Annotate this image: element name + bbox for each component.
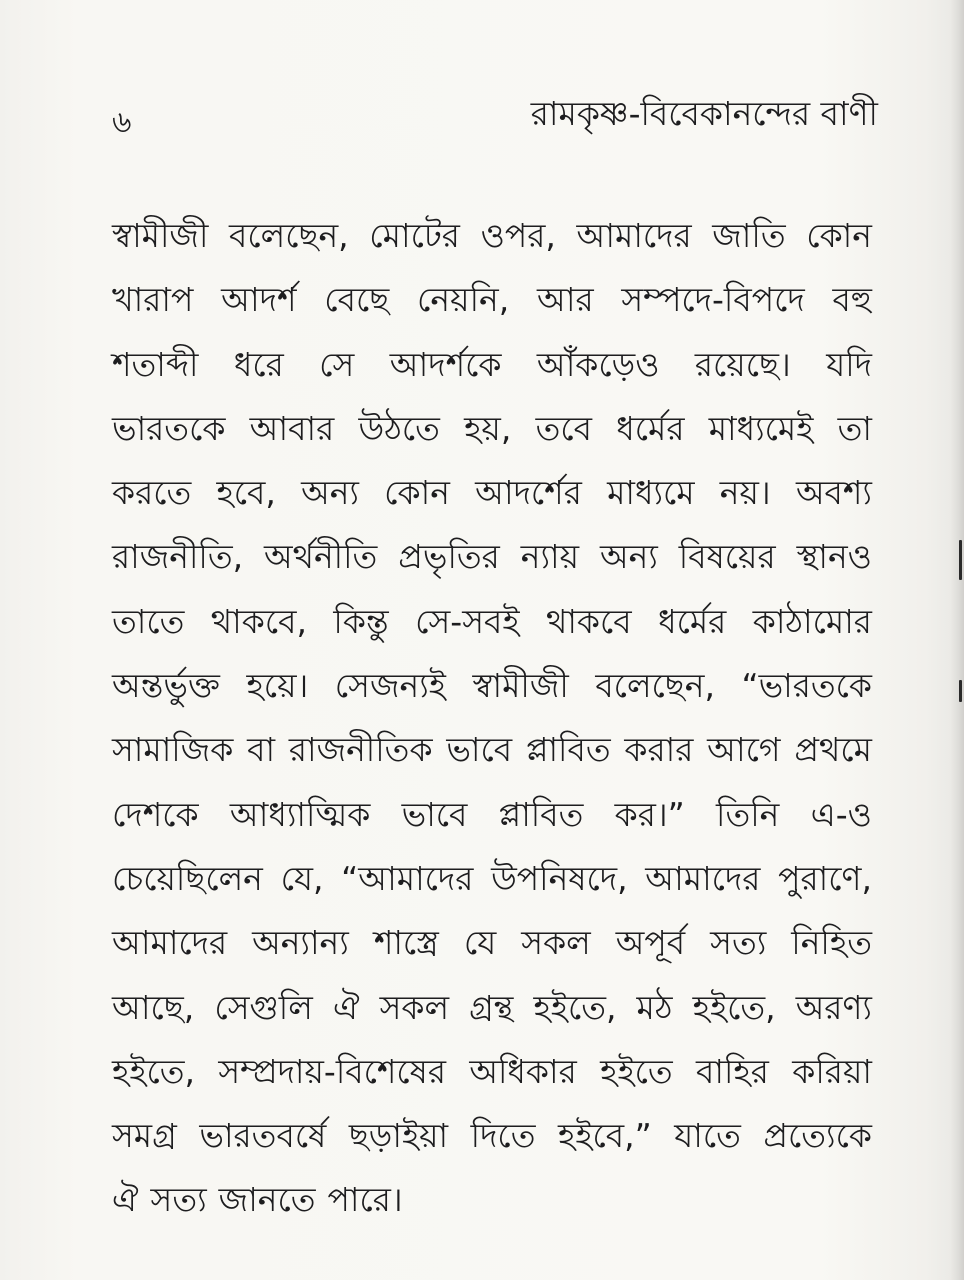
- word: অবশ্য: [795, 473, 872, 513]
- page-number: ৬: [112, 105, 132, 140]
- word: আদর্শের: [475, 473, 582, 513]
- word: সেগুলি: [214, 987, 313, 1027]
- word: ভাবে: [446, 730, 513, 770]
- word: বিষয়ের: [678, 537, 776, 577]
- word: করার: [624, 730, 694, 770]
- word: স্বামীজী: [112, 216, 209, 255]
- text-line: [112, 268, 872, 332]
- word: তা: [837, 408, 872, 448]
- word: সম্প্রদায়-বিশেষের: [218, 1051, 447, 1091]
- word: রাজনীতিক: [288, 730, 433, 770]
- text-line: [112, 1104, 872, 1168]
- word: সে-সবই: [415, 601, 520, 641]
- word: ঐ: [332, 987, 360, 1027]
- word: সত্য: [710, 923, 767, 963]
- word: দিতে: [470, 1116, 536, 1156]
- word: করিয়া: [792, 1051, 872, 1091]
- word: অন্যান্য: [252, 923, 349, 963]
- word: সামাজিক: [112, 730, 234, 770]
- page-edge-shadow: [950, 0, 964, 1280]
- word: স্থানও: [796, 537, 872, 577]
- word: মোটের: [369, 216, 460, 255]
- word: ধর্মের: [658, 601, 727, 641]
- word: কোন: [806, 216, 872, 255]
- body-paragraph: [112, 204, 872, 1233]
- text-line: [112, 333, 872, 397]
- word: পারে।: [327, 1180, 403, 1220]
- text-line: [112, 847, 872, 911]
- word: এ-ও: [810, 794, 872, 834]
- word: ধরে: [233, 344, 284, 384]
- word: আবার: [249, 408, 335, 448]
- text-line: [112, 718, 872, 782]
- text-line: [112, 911, 872, 975]
- word: জাতি: [712, 216, 786, 255]
- text-line: [112, 1168, 872, 1232]
- word: “আমাদের: [341, 858, 474, 898]
- word: অর্থনীতি: [264, 537, 378, 577]
- word: হয়ে।: [246, 666, 309, 706]
- word: উঠতে: [358, 408, 440, 448]
- word: আধ্যাত্মিক: [229, 794, 371, 834]
- word: বলেছেন,: [229, 216, 349, 255]
- word: বাহির: [696, 1051, 769, 1091]
- word: কোন: [384, 473, 450, 513]
- word: কর।”: [614, 794, 685, 834]
- text-line: [112, 976, 872, 1040]
- word: কিন্তু: [333, 601, 389, 641]
- text-line: [112, 590, 872, 654]
- word: জানতে: [218, 1180, 316, 1220]
- word: অরণ্য: [795, 987, 872, 1027]
- word: আমাদের: [112, 923, 228, 963]
- word: তবে: [535, 408, 592, 448]
- word: আমাদের: [645, 858, 761, 898]
- word: অন্তর্ভুক্ত: [112, 666, 220, 706]
- word: নিহিত: [791, 923, 872, 963]
- word: ভাবে: [401, 794, 468, 834]
- word: উপনিষদে,: [491, 858, 628, 898]
- text-line: [112, 397, 872, 461]
- word: প্রত্যেকে: [763, 1116, 872, 1156]
- word: আছে,: [112, 987, 195, 1027]
- word: নেয়নি,: [417, 280, 510, 320]
- word: দেশকে: [112, 794, 199, 834]
- text-line: [112, 783, 872, 847]
- word: প্লাবিত: [498, 794, 584, 834]
- word: রয়েছে।: [694, 344, 791, 384]
- word: থাকবে: [545, 601, 632, 641]
- word: মাধ্যমে: [607, 473, 695, 513]
- running-title: রামকৃষ্ণ-বিবেকানন্দের বাণী: [530, 94, 878, 133]
- word: হইতে,: [112, 1051, 196, 1091]
- text-line: [112, 525, 872, 589]
- word: ওপর,: [480, 216, 556, 255]
- word: সেজন্যই: [334, 666, 446, 706]
- word: সকল: [379, 987, 450, 1027]
- word: সম্পদে-বিপদে: [621, 280, 805, 320]
- word: অধিকার: [469, 1051, 577, 1091]
- word: প্রভৃতির: [398, 537, 500, 577]
- word: আমাদের: [576, 216, 692, 255]
- word: ধর্মের: [616, 408, 685, 448]
- word: হবে,: [216, 473, 276, 513]
- word: ভারতবর্ষে: [199, 1116, 327, 1156]
- text-line: [112, 204, 872, 268]
- word: যদি: [826, 344, 872, 384]
- word: স্বামীজী: [472, 666, 569, 706]
- word: হইতে,: [533, 987, 617, 1027]
- word: ন্যায়: [520, 537, 580, 577]
- word: কাঠামোর: [752, 601, 872, 641]
- word: মঠ: [636, 987, 673, 1027]
- word: তিনি: [716, 794, 780, 834]
- word: আঁকড়েও: [536, 344, 660, 384]
- word: যে: [463, 923, 497, 963]
- word: আদর্শ: [221, 280, 297, 320]
- text-line: [112, 461, 872, 525]
- word: “ভারতকে: [741, 666, 872, 706]
- word: অন্য: [599, 537, 658, 577]
- word: আর: [536, 280, 594, 320]
- word: বহু: [832, 280, 872, 320]
- word: প্লাবিত: [525, 730, 611, 770]
- word: মাধ্যমেই: [708, 408, 814, 448]
- word: ভারতকে: [112, 408, 226, 448]
- word: বলেছেন,: [595, 666, 715, 706]
- word: প্রথমে: [794, 730, 872, 770]
- word: সকল: [521, 923, 591, 963]
- word: করতে: [112, 473, 192, 513]
- word: চেয়েছিলেন: [112, 858, 263, 898]
- page-edge-mark: [959, 540, 962, 580]
- word: বা: [247, 730, 276, 770]
- word: তাতে: [112, 601, 185, 641]
- word: সমগ্র: [112, 1116, 177, 1156]
- word: আদর্শকে: [389, 344, 502, 384]
- word: হয়,: [464, 408, 512, 448]
- word: হইতে: [600, 1051, 673, 1091]
- word: হইবে,”: [558, 1116, 652, 1156]
- word: হইতে,: [692, 987, 776, 1027]
- word: নয়।: [719, 473, 771, 513]
- word: শাস্ত্রে: [373, 923, 439, 963]
- word: গ্রন্থ: [469, 987, 514, 1027]
- word: রাজনীতি,: [112, 537, 244, 577]
- word: আগে: [707, 730, 781, 770]
- word: বেছে: [324, 280, 390, 320]
- word: শতাব্দী: [112, 344, 199, 384]
- text-line: [112, 1040, 872, 1104]
- word: থাকবে,: [210, 601, 307, 641]
- page-edge-mark: [959, 680, 962, 702]
- word: খারাপ: [112, 280, 194, 320]
- word: ছড়াইয়া: [348, 1116, 449, 1156]
- word: ঐ: [112, 1180, 139, 1220]
- word: সে: [319, 344, 355, 384]
- word: যাতে: [674, 1116, 741, 1156]
- text-line: [112, 654, 872, 718]
- word: অন্য: [301, 473, 359, 513]
- word: পুরাণে,: [778, 858, 872, 898]
- word: সত্য: [150, 1180, 207, 1220]
- word: অপূর্ব: [615, 923, 686, 963]
- word: যে,: [280, 858, 324, 898]
